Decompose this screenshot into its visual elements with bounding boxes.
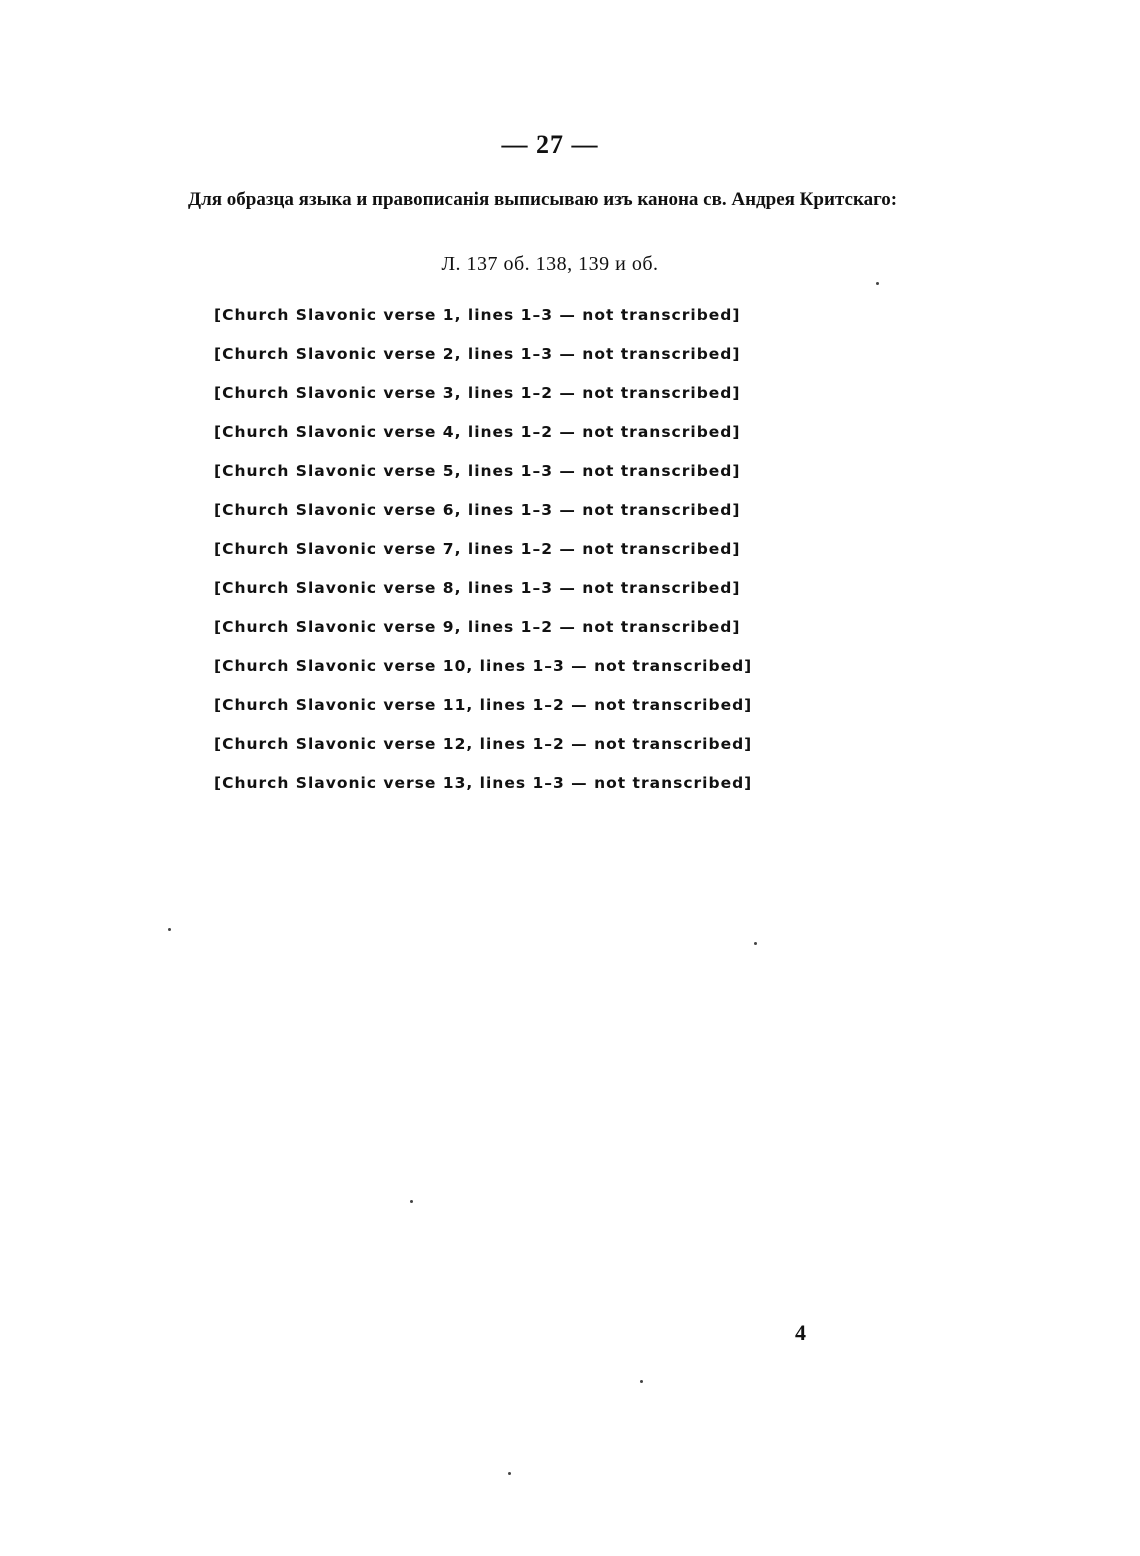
verse: [Church Slavonic verse 7, lines 1–2 — not transcribed] [214, 540, 741, 558]
verse: [Church Slavonic verse 10, lines 1–3 — not transcribed] [214, 657, 753, 675]
verse: [Church Slavonic verse 12, lines 1–2 — not transcribed] [214, 735, 753, 753]
scan-speck [410, 1200, 413, 1203]
page-number: — 27 — [501, 130, 599, 159]
verse: [Church Slavonic verse 2, lines 1–3 — not transcribed] [214, 345, 741, 363]
scan-speck [508, 1472, 511, 1475]
scan-speck [876, 282, 879, 285]
verse: [Church Slavonic verse 5, lines 1–3 — not transcribed] [214, 462, 741, 480]
signature-mark: 4 [795, 1320, 806, 1345]
intro-paragraph: Для образца языка и правописанія выписываю изъ канона св. Андрея Критскаго: [188, 189, 898, 210]
verse: [Church Slavonic verse 4, lines 1–2 — not transcribed] [214, 423, 741, 441]
verse: [Church Slavonic verse 3, lines 1–2 — not transcribed] [214, 384, 741, 402]
scan-speck [754, 942, 757, 945]
scan-speck [640, 1380, 643, 1383]
verse: [Church Slavonic verse 11, lines 1–2 — not transcribed] [214, 696, 753, 714]
folio-reference: Л. 137 об. 138, 139 и об. [441, 253, 659, 275]
slavonic-passage [186, 300, 916, 807]
verse: [Church Slavonic verse 1, lines 1–3 — not transcribed] [214, 306, 741, 324]
verse: [Church Slavonic verse 13, lines 1–3 — not transcribed] [214, 774, 753, 792]
verse: [Church Slavonic verse 8, lines 1–3 — not transcribed] [214, 579, 741, 597]
verse: [Church Slavonic verse 6, lines 1–3 — not transcribed] [214, 501, 741, 519]
scan-speck [168, 928, 171, 931]
verse: [Church Slavonic verse 9, lines 1–2 — not transcribed] [214, 618, 741, 636]
